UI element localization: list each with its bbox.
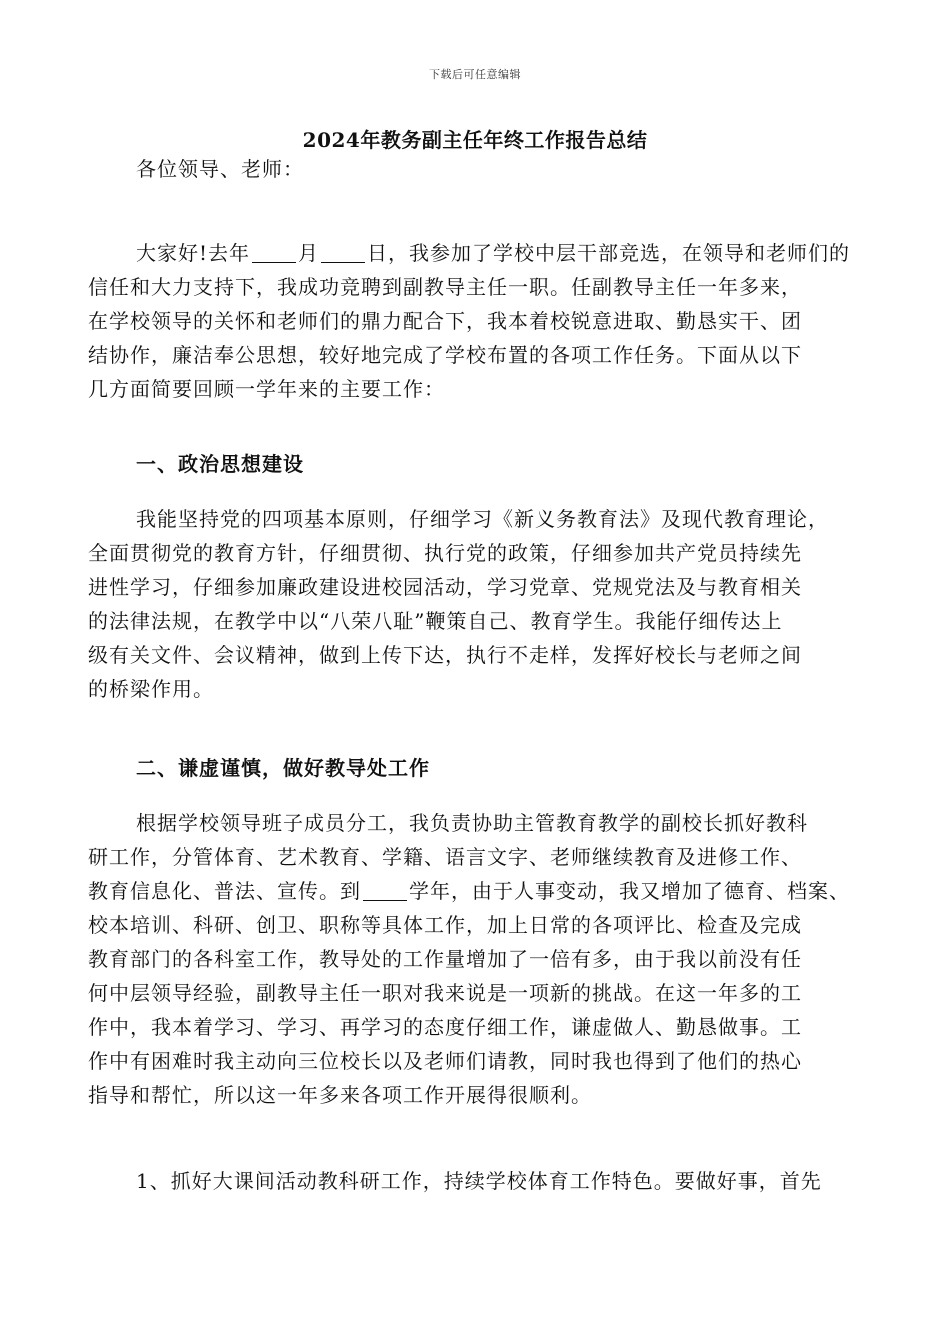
item-1-line: 1、抓好大课间活动教科研工作，持续学校体育工作特色。要做好事，首先 [136, 1169, 822, 1193]
section-heading-1: 一、政治思想建设 [136, 452, 304, 476]
intro-line: 几方面简要回顾一学年来的主要工作： [88, 377, 445, 401]
blank-field [252, 242, 296, 263]
document-title: 2024年教务副主任年终工作报告总结 [302, 128, 648, 152]
section2-line: 校本培训、科研、创卫、职称等具体工作，加上日常的各项评比、检查及完成 [88, 913, 802, 937]
section-heading-2: 二、谦虚谨慎，做好教导处工作 [136, 756, 430, 780]
section1-line: 我能坚持党的四项基本原则，仔细学习《新义务教育法》及现代教育理论， [136, 507, 829, 531]
section1-line: 级有关文件、会议精神，做到上传下达，执行不走样，发挥好校长与老师之间 [88, 643, 802, 667]
blank-field [363, 880, 407, 901]
item-1-paragraph [88, 1164, 878, 1198]
section2-line: 指导和帮忙，所以这一年多来各项工作开展得很顺利。 [88, 1083, 592, 1107]
section2-line: 何中层领导经验，副教导主任一职对我来说是一项新的挑战。在这一年多的工 [88, 981, 802, 1005]
section2-paragraph [88, 806, 878, 1112]
intro-paragraph [88, 236, 878, 406]
section2-line: 作中有困难时我主动向三位校长以及老师们请教，同时我也得到了他们的热心 [88, 1049, 802, 1073]
section2-line: 教育部门的各科室工作，教导处的工作量增加了一倍有多，由于我以前没有任 [88, 947, 802, 971]
greeting: 各位领导、老师： [136, 157, 304, 181]
header-note: 下载后可任意编辑 [429, 68, 521, 81]
intro-line: 在学校领导的关怀和老师们的鼎力配合下，我本着校锐意进取、勤恳实干、团 [88, 309, 802, 333]
section1-line: 的法律法规，在教学中以“八荣八耻”鞭策自己、教育学生。我能仔细传达上 [88, 609, 783, 633]
section1-line: 全面贯彻党的教育方针，仔细贯彻、执行党的政策，仔细参加共产党员持续先 [88, 541, 802, 565]
section2-line: 作中，我本着学习、学习、再学习的态度仔细工作，谦虚做人、勤恳做事。工 [88, 1015, 802, 1039]
blank-field [321, 242, 365, 263]
section1-line: 进性学习，仔细参加廉政建设进校园活动，学习党章、党规党法及与教育相关 [88, 575, 802, 599]
intro-line: 信任和大力支持下，我成功竞聘到副教导主任一职。任副教导主任一年多来， [88, 275, 802, 299]
section2-line: 研工作，分管体育、艺术教育、学籍、语言文字、老师继续教育及进修工作、 [88, 845, 802, 869]
intro-line-1: 大家好!去年 月 日，我参加了学校中层干部竞选，在领导和老师们的 [136, 241, 851, 265]
section1-paragraph [88, 502, 878, 706]
intro-line: 结协作，廉洁奉公思想，较好地完成了学校布置的各项工作任务。下面从以下 [88, 343, 802, 367]
section2-line-with-blank: 教育信息化、普法、宣传。到 学年，由于人事变动，我又增加了德育、档案、 [88, 879, 850, 903]
section1-line: 的桥梁作用。 [88, 677, 214, 701]
section2-line: 根据学校领导班子成员分工，我负责协助主管教育教学的副校长抓好教科 [136, 811, 808, 835]
